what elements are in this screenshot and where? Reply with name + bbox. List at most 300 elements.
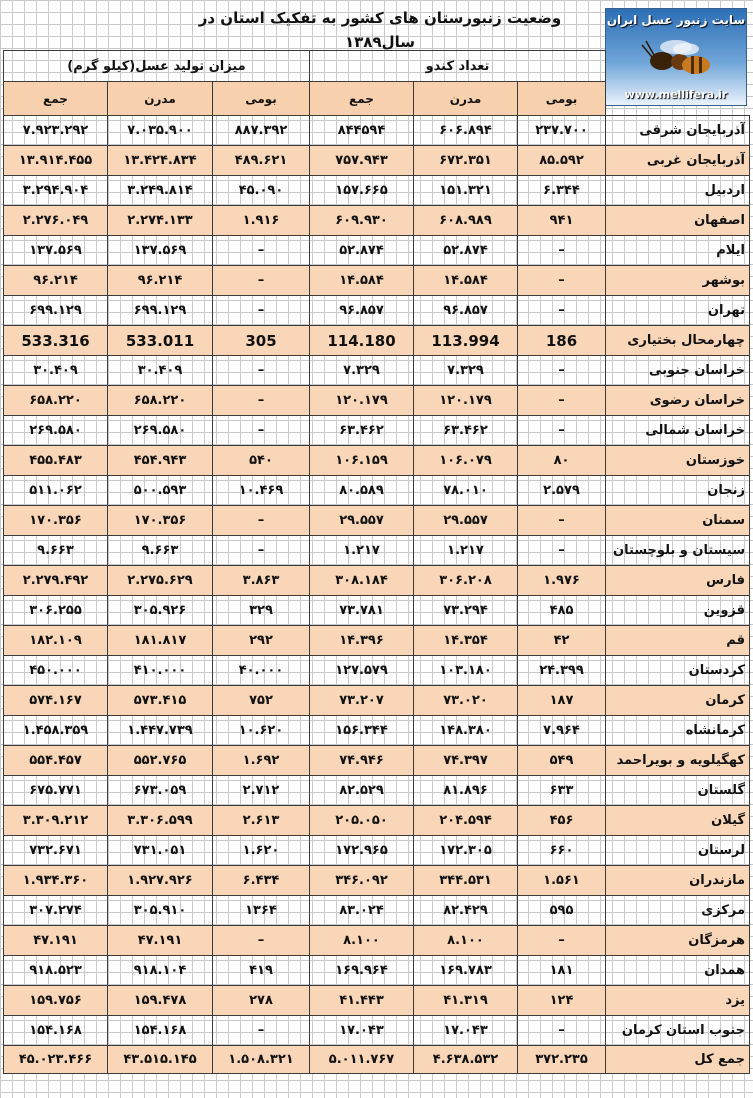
table-row <box>4 896 606 926</box>
cell-h-modern: ۱۴۸.۳۸۰ <box>414 716 518 746</box>
cell-h-total: 114.180 <box>310 326 414 356</box>
province-name: جنوب استان کرمان <box>606 1016 750 1046</box>
page-title: وضعیت زنبورستان های کشور به تفکیک استان در سال۱۳۸۹ <box>198 9 562 51</box>
cell-p-total: ۶۹۹.۱۲۹ <box>4 296 108 326</box>
cell-h-modern: ۱۷.۰۴۳ <box>414 1016 518 1046</box>
cell-h-native: ۴۵۶ <box>518 806 606 836</box>
table-row <box>4 626 606 656</box>
bee-icon <box>636 35 716 81</box>
cell-p-total: ۱۸۲.۱۰۹ <box>4 626 108 656</box>
cell-p-total: ۵۱۱.۰۶۲ <box>4 476 108 506</box>
cell-h-total: ۲۹.۵۵۷ <box>310 506 414 536</box>
cell-h-total: ۸۲.۵۲۹ <box>310 776 414 806</box>
cell-h-modern: ۸۱.۸۹۶ <box>414 776 518 806</box>
province-row <box>606 476 750 506</box>
group-production-header: میزان تولید عسل(کیلو گرم) <box>4 51 310 82</box>
cell-h-total: ۷۵۷.۹۴۳ <box>310 146 414 176</box>
cell-p-modern: ۱.۴۴۷.۷۳۹ <box>108 716 213 746</box>
cell-h-native: ۱.۹۷۶ <box>518 566 606 596</box>
cell-h-native: – <box>518 536 606 566</box>
cell-h-total: ۱۴.۵۸۴ <box>310 266 414 296</box>
province-row <box>606 116 750 146</box>
cell-p-total: ۱۵۴.۱۶۸ <box>4 1016 108 1046</box>
cell-p-total: ۱۳۷.۵۶۹ <box>4 236 108 266</box>
province-name: خوزستان <box>606 446 750 476</box>
cell-h-native: – <box>518 386 606 416</box>
cell-p-modern: ۴۳.۵۱۵.۱۴۵ <box>108 1046 213 1074</box>
cell-h-modern: ۱۵۱.۳۲۱ <box>414 176 518 206</box>
province-name: سیستان و بلوچستان <box>606 536 750 566</box>
cell-p-native: ۵۴۰ <box>213 446 310 476</box>
cell-p-total: ۳۰۷.۲۷۴ <box>4 896 108 926</box>
cell-h-modern: ۱۷۲.۳۰۵ <box>414 836 518 866</box>
cell-p-modern: ۳۰۵.۹۱۰ <box>108 896 213 926</box>
cell-h-modern: ۶۷۲.۳۵۱ <box>414 146 518 176</box>
cell-p-total: ۳.۲۹۴.۹۰۴ <box>4 176 108 206</box>
province-name: خراسان جنوبی <box>606 356 750 386</box>
province-row <box>606 446 750 476</box>
province-row <box>606 686 750 716</box>
cell-h-native: – <box>518 416 606 446</box>
cell-p-total: ۱.۹۳۴.۳۶۰ <box>4 866 108 896</box>
cell-p-modern: ۶۷۳.۰۵۹ <box>108 776 213 806</box>
cell-p-total: ۵۷۴.۱۶۷ <box>4 686 108 716</box>
province-row <box>606 626 750 656</box>
cell-h-total: ۵.۰۱۱.۷۶۷ <box>310 1046 414 1074</box>
cell-p-native: ۱.۵۰۸.۳۲۱ <box>213 1046 310 1074</box>
province-name: سمنان <box>606 506 750 536</box>
cell-p-native: ۳.۸۶۳ <box>213 566 310 596</box>
cell-h-total: ۷۳.۷۸۱ <box>310 596 414 626</box>
cell-p-modern: ۲.۲۷۴.۱۳۳ <box>108 206 213 236</box>
cell-h-native: – <box>518 236 606 266</box>
cell-h-modern: ۳۰۶.۲۰۸ <box>414 566 518 596</box>
cell-p-modern: ۴۵۴.۹۴۳ <box>108 446 213 476</box>
province-name: کرمانشاه <box>606 716 750 746</box>
province-row <box>606 356 750 386</box>
cell-p-native: ۲۹۲ <box>213 626 310 656</box>
cell-h-native: ۱۸۷ <box>518 686 606 716</box>
province-name: کرمان <box>606 686 750 716</box>
cell-h-modern: 113.994 <box>414 326 518 356</box>
table-row <box>4 506 606 536</box>
province-row <box>606 836 750 866</box>
cell-h-modern: ۱۲۰.۱۷۹ <box>414 386 518 416</box>
cell-p-modern: ۹.۶۶۳ <box>108 536 213 566</box>
cell-h-total: ۴۱.۴۴۳ <box>310 986 414 1016</box>
table-row <box>4 986 606 1016</box>
cell-h-native: ۸۵.۵۹۲ <box>518 146 606 176</box>
cell-h-total: ۱۷۲.۹۶۵ <box>310 836 414 866</box>
cell-p-native: ۲.۷۱۲ <box>213 776 310 806</box>
col-hive-native: بومی <box>518 82 606 116</box>
col-prod-native: بومی <box>213 82 310 116</box>
cell-h-modern: ۷۸.۰۱۰ <box>414 476 518 506</box>
cell-p-modern: ۷۳۱.۰۵۱ <box>108 836 213 866</box>
cell-h-total: ۳۰۸.۱۸۴ <box>310 566 414 596</box>
cell-p-modern: ۱۵۴.۱۶۸ <box>108 1016 213 1046</box>
table-row <box>4 326 606 356</box>
cell-p-total: ۹۱۸.۵۲۳ <box>4 956 108 986</box>
cell-p-native: ۴۱۹ <box>213 956 310 986</box>
cell-h-total: ۱۴.۳۹۶ <box>310 626 414 656</box>
cell-h-modern: ۷۴.۳۹۷ <box>414 746 518 776</box>
table-row <box>4 716 606 746</box>
province-row <box>606 536 750 566</box>
cell-h-native: – <box>518 296 606 326</box>
cell-h-total: ۷۴.۹۴۶ <box>310 746 414 776</box>
province-row <box>606 296 750 326</box>
cell-h-modern: ۱.۲۱۷ <box>414 536 518 566</box>
table-row <box>4 206 606 236</box>
cell-p-native: ۳۲۹ <box>213 596 310 626</box>
cell-p-total: ۷.۹۲۳.۲۹۲ <box>4 116 108 146</box>
cell-h-total: ۱۷.۰۴۳ <box>310 1016 414 1046</box>
province-row <box>606 716 750 746</box>
province-name: همدان <box>606 956 750 986</box>
province-name: کهگیلویه و بویراحمد <box>606 746 750 776</box>
province-name: بوشهر <box>606 266 750 296</box>
cell-h-total: ۱۰۶.۱۵۹ <box>310 446 414 476</box>
cell-p-native: ۱۰.۴۶۹ <box>213 476 310 506</box>
cell-p-native: ۷۵۲ <box>213 686 310 716</box>
cell-h-modern: ۷۳.۰۲۰ <box>414 686 518 716</box>
cell-h-native: ۱۸۱ <box>518 956 606 986</box>
province-row <box>606 806 750 836</box>
cell-h-native: 186 <box>518 326 606 356</box>
col-prod-total: جمع <box>4 82 108 116</box>
table-row <box>4 236 606 266</box>
cell-p-total: ۹.۶۶۳ <box>4 536 108 566</box>
site-logo[interactable] <box>605 8 747 106</box>
cell-p-total: ۷۳۲.۶۷۱ <box>4 836 108 866</box>
cell-p-total: ۵۵۴.۴۵۷ <box>4 746 108 776</box>
total-label-row <box>606 1046 750 1074</box>
cell-p-total: ۲.۲۷۶.۰۴۹ <box>4 206 108 236</box>
province-name: مرکزی <box>606 896 750 926</box>
province-row <box>606 746 750 776</box>
cell-p-modern: ۱۳۷.۵۶۹ <box>108 236 213 266</box>
province-name: آذربایجان شرقی <box>606 116 750 146</box>
hives-table <box>3 50 606 1074</box>
table-row <box>4 566 606 596</box>
cell-p-native: ۱.۶۹۲ <box>213 746 310 776</box>
province-row <box>606 566 750 596</box>
cell-p-modern: ۹۱۸.۱۰۴ <box>108 956 213 986</box>
group-header-row <box>4 51 606 82</box>
cell-p-native: – <box>213 926 310 956</box>
cell-p-modern: ۶۹۹.۱۲۹ <box>108 296 213 326</box>
cell-h-total: ۸.۱۰۰ <box>310 926 414 956</box>
cell-p-modern: ۱۵۹.۴۷۸ <box>108 986 213 1016</box>
province-name: مازندران <box>606 866 750 896</box>
cell-h-native: ۵۹۵ <box>518 896 606 926</box>
cell-p-modern: ۳.۲۴۹.۸۱۴ <box>108 176 213 206</box>
table-row <box>4 536 606 566</box>
table-row <box>4 806 606 836</box>
cell-p-modern: ۱۸۱.۸۱۷ <box>108 626 213 656</box>
province-row <box>606 176 750 206</box>
cell-p-total: ۴۵۵.۴۸۳ <box>4 446 108 476</box>
cell-h-native: ۴۸۵ <box>518 596 606 626</box>
province-row <box>606 206 750 236</box>
cell-p-total: ۲.۲۷۹.۴۹۲ <box>4 566 108 596</box>
total-label: جمع کل <box>606 1046 750 1074</box>
cell-p-total: ۳۰۶.۲۵۵ <box>4 596 108 626</box>
province-name: گلستان <box>606 776 750 806</box>
cell-p-native: ۱۳۶۴ <box>213 896 310 926</box>
province-name: هرمزگان <box>606 926 750 956</box>
cell-p-modern: ۶۵۸.۲۲۰ <box>108 386 213 416</box>
cell-h-modern: ۹۶.۸۵۷ <box>414 296 518 326</box>
cell-p-modern: ۲۶۹.۵۸۰ <box>108 416 213 446</box>
cell-h-modern: ۱۴.۳۵۴ <box>414 626 518 656</box>
province-name: زنجان <box>606 476 750 506</box>
cell-p-modern: ۵۵۲.۷۶۵ <box>108 746 213 776</box>
cell-p-modern: ۱.۹۲۷.۹۲۶ <box>108 866 213 896</box>
cell-p-modern: ۵۰۰.۵۹۳ <box>108 476 213 506</box>
cell-p-modern: ۱۷۰.۳۵۶ <box>108 506 213 536</box>
cell-h-modern: ۸۲.۴۲۹ <box>414 896 518 926</box>
group-hives-header: تعداد کندو <box>310 51 606 82</box>
total-row <box>4 1046 606 1074</box>
cell-h-total: ۸۴۴۵۹۴ <box>310 116 414 146</box>
cell-h-native: ۵۴۹ <box>518 746 606 776</box>
table-row <box>4 476 606 506</box>
cell-p-native: – <box>213 416 310 446</box>
table-row <box>4 266 606 296</box>
cell-h-native: ۲۳۷.۷۰۰ <box>518 116 606 146</box>
province-row <box>606 386 750 416</box>
cell-p-total: ۹۶.۲۱۴ <box>4 266 108 296</box>
cell-h-total: ۷.۳۲۹ <box>310 356 414 386</box>
cell-h-modern: ۷۳.۲۹۴ <box>414 596 518 626</box>
cell-h-total: ۲۰۵.۰۵۰ <box>310 806 414 836</box>
col-prod-modern: مدرن <box>108 82 213 116</box>
cell-h-native: – <box>518 266 606 296</box>
cell-h-modern: ۶۳.۴۶۲ <box>414 416 518 446</box>
province-row <box>606 896 750 926</box>
cell-p-native: – <box>213 1016 310 1046</box>
cell-p-modern: ۲.۲۷۵.۶۲۹ <box>108 566 213 596</box>
cell-p-modern: ۴۱۰.۰۰۰ <box>108 656 213 686</box>
cell-p-modern: ۵۷۳.۴۱۵ <box>108 686 213 716</box>
province-name: قم <box>606 626 750 656</box>
province-row <box>606 986 750 1016</box>
cell-p-native: ۴۰.۰۰۰ <box>213 656 310 686</box>
cell-p-native: – <box>213 296 310 326</box>
cell-p-native: ۱.۹۱۶ <box>213 206 310 236</box>
cell-p-native: ۲.۶۱۳ <box>213 806 310 836</box>
cell-p-modern: ۴۷.۱۹۱ <box>108 926 213 956</box>
cell-h-modern: ۱۰۶.۰۷۹ <box>414 446 518 476</box>
cell-p-modern: ۳.۳۰۶.۵۹۹ <box>108 806 213 836</box>
cell-h-native: ۶۳۳ <box>518 776 606 806</box>
table-row <box>4 1016 606 1046</box>
cell-p-total: ۶۷۵.۷۷۱ <box>4 776 108 806</box>
cell-p-total: ۱۳.۹۱۴.۴۵۵ <box>4 146 108 176</box>
province-row <box>606 926 750 956</box>
table-row <box>4 926 606 956</box>
cell-p-total: ۴۷.۱۹۱ <box>4 926 108 956</box>
table-row <box>4 356 606 386</box>
province-name: خراسان رضوی <box>606 386 750 416</box>
cell-p-total: ۶۵۸.۲۲۰ <box>4 386 108 416</box>
cell-p-native: ۱.۶۲۰ <box>213 836 310 866</box>
cell-h-modern: ۱۴.۵۸۴ <box>414 266 518 296</box>
logo-site-name: سایت زنبور عسل ایران <box>606 13 746 27</box>
cell-p-total: 533.316 <box>4 326 108 356</box>
cell-h-native: ۶۶۰ <box>518 836 606 866</box>
col-hive-modern: مدرن <box>414 82 518 116</box>
table-row <box>4 776 606 806</box>
cell-h-native: ۲.۵۷۹ <box>518 476 606 506</box>
cell-p-total: ۴۵۰.۰۰۰ <box>4 656 108 686</box>
province-name: چهارمحال بختیاری <box>606 326 750 356</box>
province-name: یزد <box>606 986 750 1016</box>
province-name: لرستان <box>606 836 750 866</box>
cell-p-native: – <box>213 236 310 266</box>
province-name: ایلام <box>606 236 750 266</box>
cell-h-modern: ۴.۶۳۸.۵۳۲ <box>414 1046 518 1074</box>
cell-h-native: ۱.۵۶۱ <box>518 866 606 896</box>
column-header-row <box>4 82 606 116</box>
province-name: تهران <box>606 296 750 326</box>
cell-p-total: ۱۷۰.۳۵۶ <box>4 506 108 536</box>
cell-h-native: – <box>518 506 606 536</box>
cell-p-modern: ۷.۰۳۵.۹۰۰ <box>108 116 213 146</box>
cell-p-native: – <box>213 356 310 386</box>
table-row <box>4 956 606 986</box>
cell-p-native: – <box>213 536 310 566</box>
cell-h-total: ۳۴۶.۰۹۲ <box>310 866 414 896</box>
province-name: اصفهان <box>606 206 750 236</box>
col-hive-total: جمع <box>310 82 414 116</box>
cell-h-modern: ۴۱.۳۱۹ <box>414 986 518 1016</box>
province-row <box>606 146 750 176</box>
cell-h-modern: ۷.۳۲۹ <box>414 356 518 386</box>
table-row <box>4 746 606 776</box>
cell-p-native: ۸۸۷.۳۹۲ <box>213 116 310 146</box>
cell-h-native: ۷.۹۶۴ <box>518 716 606 746</box>
table-row <box>4 596 606 626</box>
cell-h-modern: ۶۰۸.۹۸۹ <box>414 206 518 236</box>
cell-h-native: ۶.۳۴۴ <box>518 176 606 206</box>
cell-h-native: ۲۴.۳۹۹ <box>518 656 606 686</box>
province-name: اردبیل <box>606 176 750 206</box>
cell-p-total: ۳.۳۰۹.۲۱۲ <box>4 806 108 836</box>
cell-p-modern: ۳۰۵.۹۲۶ <box>108 596 213 626</box>
province-row <box>606 506 750 536</box>
province-row <box>606 326 750 356</box>
cell-h-modern: ۸.۱۰۰ <box>414 926 518 956</box>
province-row <box>606 236 750 266</box>
cell-p-native: – <box>213 506 310 536</box>
cell-h-total: ۱۵۷.۶۶۵ <box>310 176 414 206</box>
cell-h-total: ۶۰۹.۹۳۰ <box>310 206 414 236</box>
province-name: گیلان <box>606 806 750 836</box>
cell-h-total: ۸۰.۵۸۹ <box>310 476 414 506</box>
cell-p-total: ۱۵۹.۷۵۶ <box>4 986 108 1016</box>
province-row <box>606 656 750 686</box>
cell-h-native: ۹۴۱ <box>518 206 606 236</box>
cell-p-total: ۱.۴۵۸.۳۵۹ <box>4 716 108 746</box>
cell-p-native: ۴۸۹.۶۲۱ <box>213 146 310 176</box>
cell-h-modern: ۱۰۳.۱۸۰ <box>414 656 518 686</box>
cell-h-total: ۱۲۷.۵۷۹ <box>310 656 414 686</box>
cell-p-native: – <box>213 266 310 296</box>
province-name: قزوین <box>606 596 750 626</box>
cell-h-modern: ۲۰۴.۵۹۴ <box>414 806 518 836</box>
cell-h-modern: ۳۴۴.۵۳۱ <box>414 866 518 896</box>
cell-h-total: ۷۳.۲۰۷ <box>310 686 414 716</box>
table-row <box>4 446 606 476</box>
province-name: کردستان <box>606 656 750 686</box>
cell-p-total: ۳۰.۴۰۹ <box>4 356 108 386</box>
table-row <box>4 656 606 686</box>
cell-h-native: – <box>518 356 606 386</box>
cell-h-total: ۱۶۹.۹۶۴ <box>310 956 414 986</box>
cell-h-total: ۸۳.۰۲۴ <box>310 896 414 926</box>
cell-p-native: ۲۷۸ <box>213 986 310 1016</box>
province-row <box>606 416 750 446</box>
table-row <box>4 146 606 176</box>
province-name: فارس <box>606 566 750 596</box>
cell-p-modern: ۹۶.۲۱۴ <box>108 266 213 296</box>
table-row <box>4 836 606 866</box>
province-row <box>606 1016 750 1046</box>
logo-url: www.mellifera.ir <box>624 88 728 101</box>
province-row <box>606 266 750 296</box>
cell-p-total: ۲۶۹.۵۸۰ <box>4 416 108 446</box>
cell-h-modern: ۵۲.۸۷۴ <box>414 236 518 266</box>
cell-p-total: ۴۵.۰۲۳.۴۶۶ <box>4 1046 108 1074</box>
province-name: خراسان شمالی <box>606 416 750 446</box>
cell-h-modern: ۱۶۹.۷۸۳ <box>414 956 518 986</box>
table-row <box>4 386 606 416</box>
table-row <box>4 296 606 326</box>
cell-h-native: ۸۰ <box>518 446 606 476</box>
table-row <box>4 686 606 716</box>
cell-h-modern: ۶۰۶.۸۹۴ <box>414 116 518 146</box>
cell-h-native: – <box>518 1016 606 1046</box>
cell-h-total: ۱۲۰.۱۷۹ <box>310 386 414 416</box>
cell-h-native: – <box>518 926 606 956</box>
cell-p-native: ۱۰.۶۲۰ <box>213 716 310 746</box>
cell-h-total: ۵۲.۸۷۴ <box>310 236 414 266</box>
cell-p-native: – <box>213 386 310 416</box>
cell-p-native: ۴۵.۰۹۰ <box>213 176 310 206</box>
table-row <box>4 866 606 896</box>
table-row <box>4 116 606 146</box>
cell-p-modern: ۱۳.۴۲۴.۸۳۴ <box>108 146 213 176</box>
cell-h-native: ۴۲ <box>518 626 606 656</box>
cell-h-native: ۳۷۲.۲۳۵ <box>518 1046 606 1074</box>
cell-p-modern: ۳۰.۴۰۹ <box>108 356 213 386</box>
cell-h-total: ۹۶.۸۵۷ <box>310 296 414 326</box>
cell-h-total: ۶۳.۴۶۲ <box>310 416 414 446</box>
province-row <box>606 596 750 626</box>
table-row <box>4 176 606 206</box>
province-row <box>606 776 750 806</box>
cell-p-native: ۶.۴۳۴ <box>213 866 310 896</box>
province-row <box>606 956 750 986</box>
province-column <box>605 115 750 1074</box>
cell-p-modern: 533.011 <box>108 326 213 356</box>
cell-h-native: ۱۲۴ <box>518 986 606 1016</box>
cell-p-native: 305 <box>213 326 310 356</box>
table-row <box>4 416 606 446</box>
